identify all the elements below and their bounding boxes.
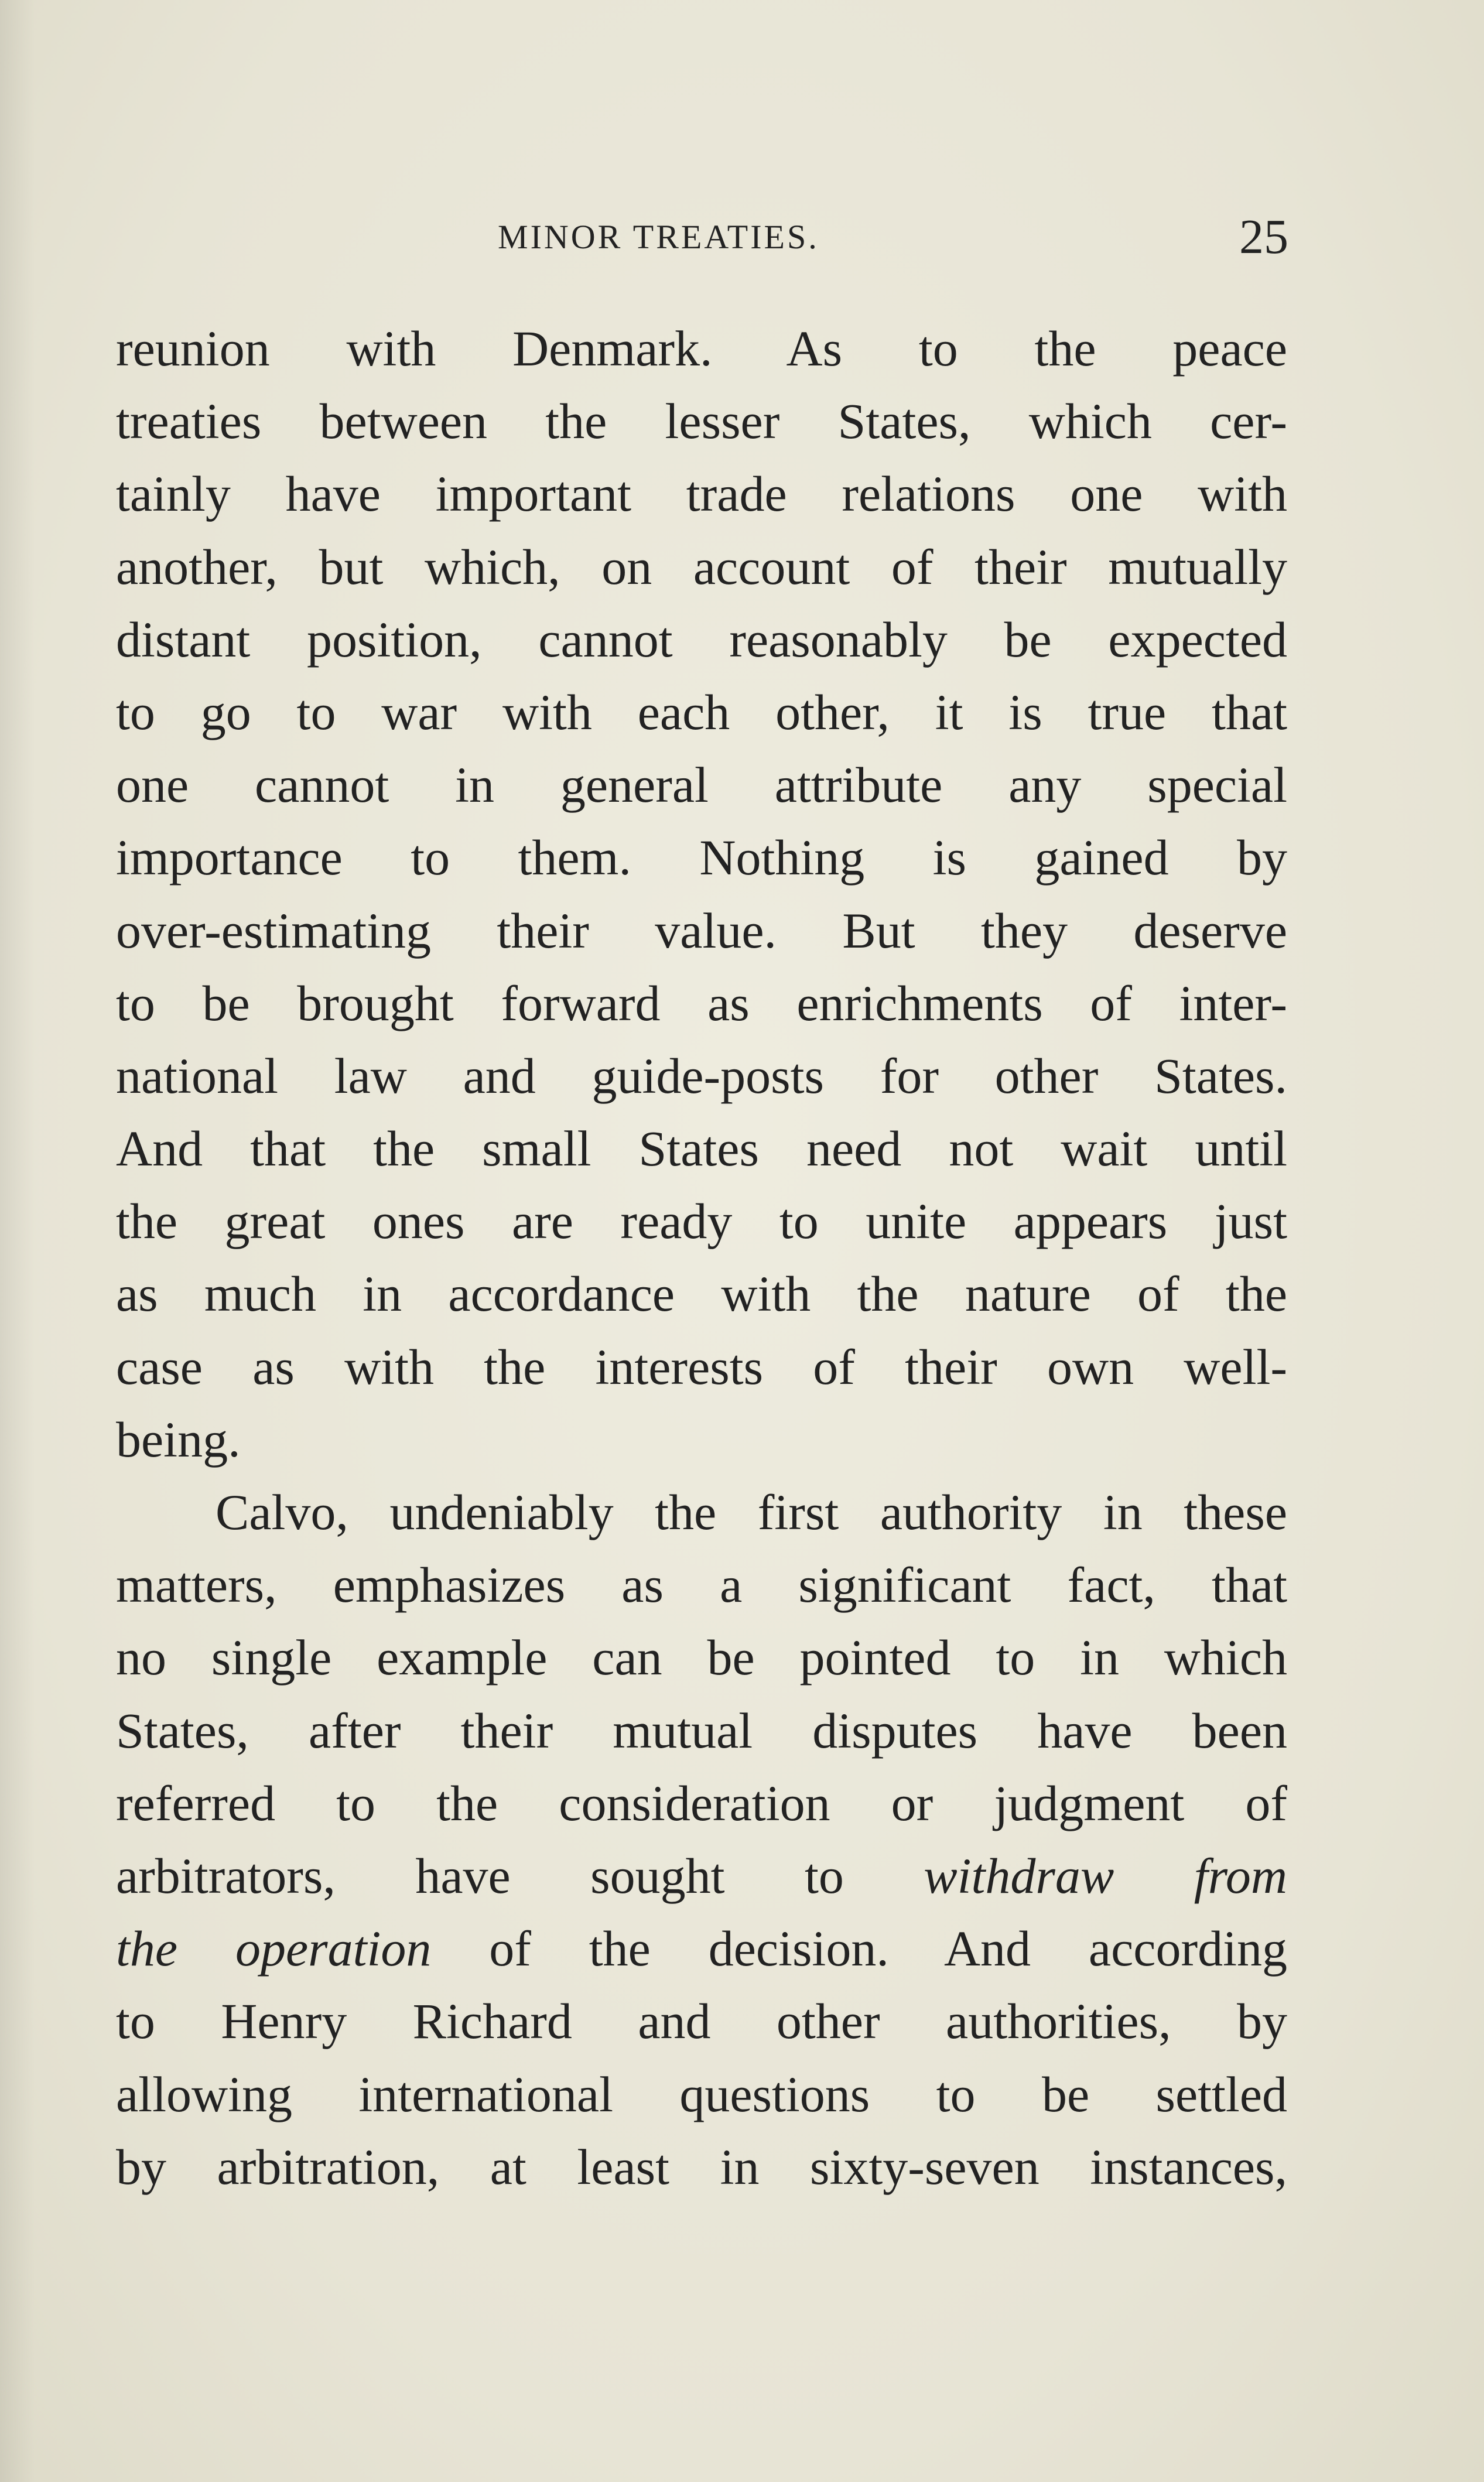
text-segment: no single example can be pointed to in which (116, 1629, 1287, 1686)
text-line (116, 1476, 1287, 1548)
text-line (116, 1840, 1287, 1912)
text-line (116, 2058, 1287, 2131)
text-line (116, 1257, 1287, 1330)
text-segment: to Henry Richard and other authorities, by (116, 1993, 1287, 2050)
text-line (116, 385, 1287, 457)
text-segment: one cannot in general attribute any special (116, 757, 1287, 813)
text-line (116, 1912, 1287, 1985)
italic-text: the operation (116, 1920, 432, 1977)
text-segment: distant position, cannot reasonably be expected (116, 611, 1287, 668)
text-line (116, 312, 1287, 385)
text-segment: of the decision. And according (431, 1920, 1287, 1977)
text-segment: case as with the interests of their own well- (116, 1338, 1287, 1395)
text-line (116, 894, 1287, 967)
text-line (116, 1112, 1287, 1185)
text-line (116, 748, 1287, 821)
text-line (116, 2131, 1287, 2203)
text-line (116, 1331, 1287, 1403)
text-line (116, 1040, 1287, 1112)
text-segment: allowing international questions to be settled (116, 2066, 1287, 2122)
text-segment: matters, emphasizes as a significant fact, that (116, 1557, 1287, 1613)
italic-text: withdraw from (924, 1847, 1287, 1904)
text-segment: another, but which, on account of their mutually (116, 538, 1287, 595)
text-line (116, 1767, 1287, 1840)
text-line (116, 457, 1287, 530)
text-line (116, 1985, 1287, 2057)
page-header (117, 205, 1288, 269)
text-line (116, 676, 1287, 748)
text-line (116, 531, 1287, 603)
text-line (116, 1694, 1287, 1767)
text-segment: arbitrators, have sought to (116, 1847, 924, 1904)
text-segment: over-estimating their value. But they deserve (116, 902, 1287, 959)
running-head: MINOR TREATIES. (498, 218, 819, 256)
text-segment: the great ones are ready to unite appears just (116, 1193, 1287, 1250)
text-segment: national law and guide-posts for other States. (116, 1047, 1287, 1104)
body-text (116, 312, 1287, 2203)
text-segment: Calvo, undeniably the first authority in these (216, 1484, 1287, 1540)
text-segment: being. (116, 1411, 241, 1468)
text-segment: States, after their mutual disputes have been (116, 1702, 1287, 1759)
text-segment: treaties between the lesser States, which cer- (116, 393, 1287, 450)
text-line (116, 967, 1287, 1040)
page-number: 25 (1239, 210, 1288, 264)
text-line (116, 1185, 1287, 1257)
text-line (116, 1548, 1287, 1621)
text-segment: importance to them. Nothing is gained by (116, 829, 1287, 886)
text-line (116, 1621, 1287, 1694)
text-line (116, 1403, 1287, 1476)
text-segment: reunion with Denmark. As to the peace (116, 320, 1287, 377)
text-segment: And that the small States need not wait until (116, 1120, 1287, 1177)
text-segment: tainly have important trade relations one with (116, 466, 1287, 522)
text-segment: as much in accordance with the nature of the (116, 1266, 1287, 1322)
text-segment: referred to the consideration or judgment of (116, 1775, 1287, 1831)
text-segment: by arbitration, at least in sixty-seven instances, (116, 2138, 1287, 2195)
text-segment: to go to war with each other, it is true that (116, 683, 1287, 740)
gutter-shadow (0, 0, 35, 2482)
text-segment: to be brought forward as enrichments of inter- (116, 975, 1287, 1031)
text-line (116, 821, 1287, 894)
text-line (116, 603, 1287, 676)
